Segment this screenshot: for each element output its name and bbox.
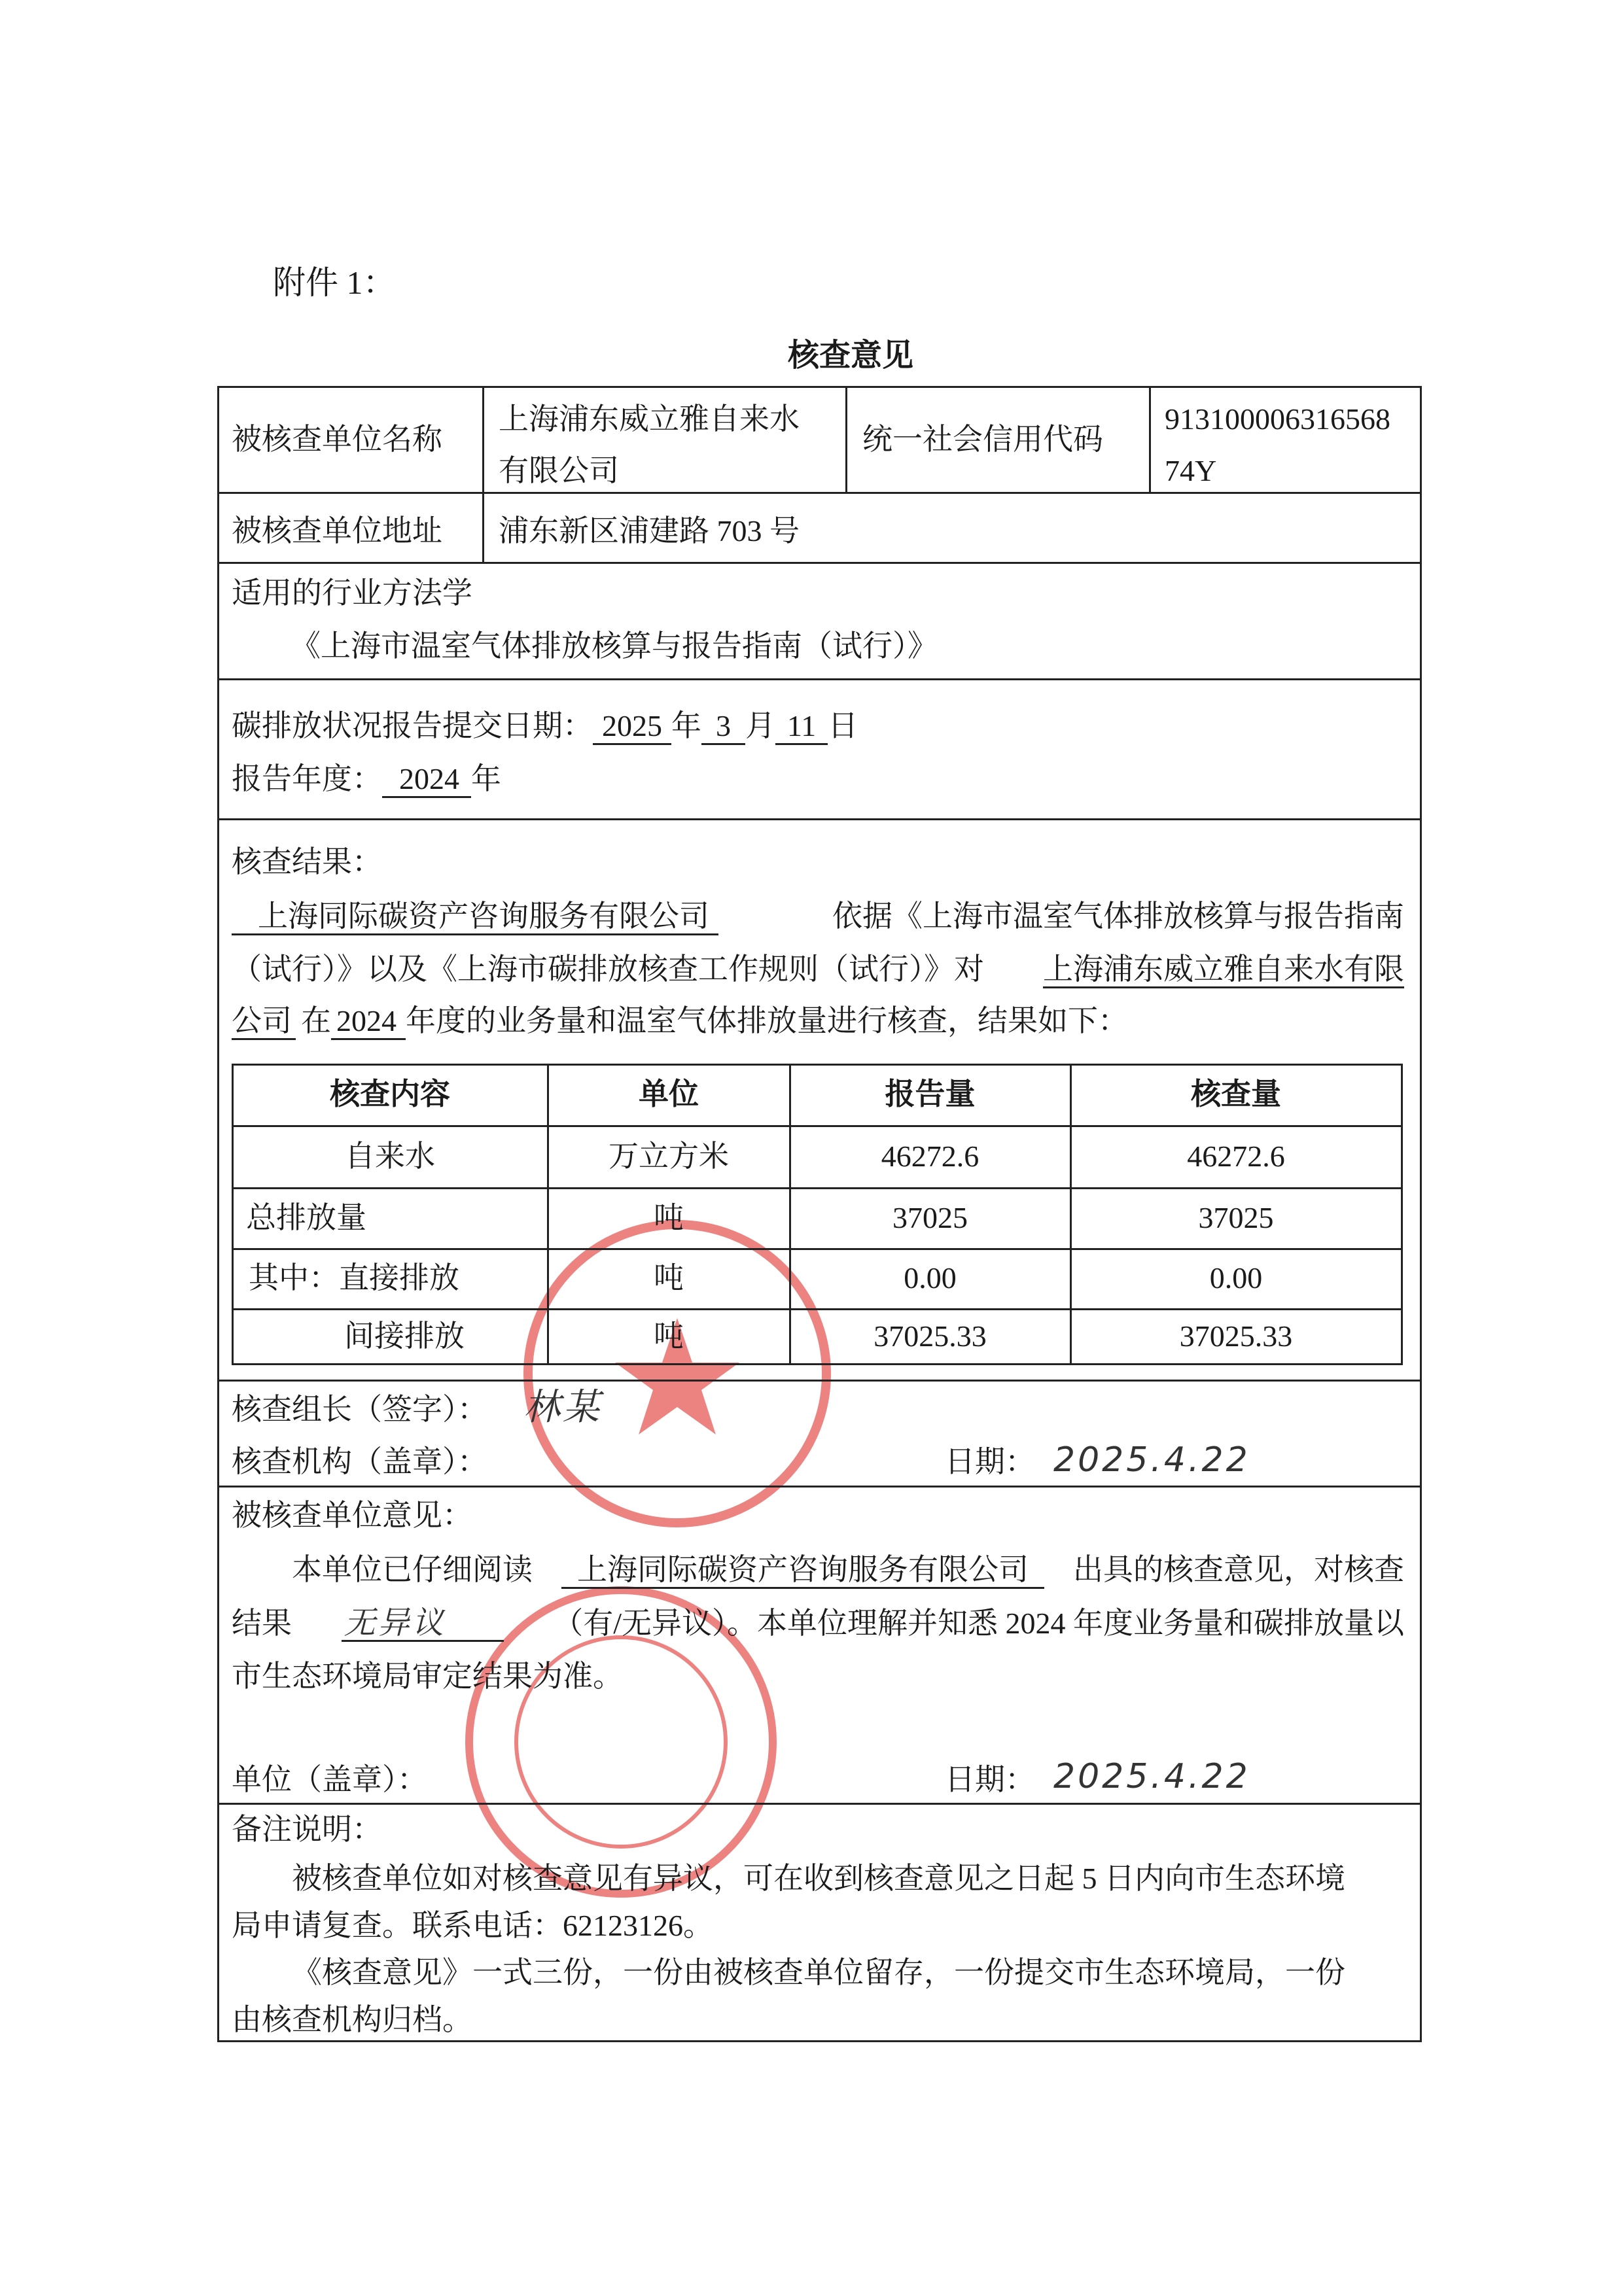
result-para-line1 (232, 896, 1404, 937)
agency-name: 上海同际碳资产咨询服务有限公司 (232, 899, 718, 935)
row-reported: 0.00 (904, 1261, 957, 1295)
result-year: 2024 (331, 1004, 406, 1040)
row-unit: 万立方米 (609, 1139, 729, 1173)
agency-date-value: 2025.4.22 (1053, 1440, 1250, 1480)
col-header-unit: 单位 (639, 1077, 699, 1111)
col-header-reported: 报告量 (885, 1077, 976, 1111)
credit-code-label: 统一社会信用代码 (862, 423, 1103, 456)
notes-line4: 由核查机构归档。 (232, 2003, 472, 2036)
unit-address-value: 浦东新区浦建路 703 号 (499, 514, 800, 548)
unit-date-label: 日期： (945, 1763, 1035, 1796)
report-year-unit: 年 (471, 762, 501, 795)
unit-stamp-label: 单位（盖章）： (232, 1763, 427, 1796)
report-year: 2024 (382, 762, 471, 798)
row-reported: 46272.6 (881, 1139, 980, 1173)
credit-code-value-line2: 74Y (1165, 454, 1217, 487)
result-label: 核查结果： (232, 845, 382, 878)
handwritten-choice: 无异议 (342, 1606, 504, 1642)
unit-opinion-line3: 市生态环境局审定结果为准。 (232, 1660, 623, 1693)
leader-signature-label: 核查组长（签字）： (232, 1393, 487, 1426)
row-reported: 37025.33 (874, 1319, 987, 1353)
submit-date-label: 碳排放状况报告提交日期： (232, 709, 593, 742)
company-name: 上海浦东威立雅自来水有限 (1043, 952, 1404, 988)
result-para-line3 (232, 1000, 1128, 1042)
row-content: 总排放量 (246, 1201, 366, 1234)
notes-line3: 《核查意见》一式三份，一份由被核查单位留存，一份提交市生态环境局，一份 (292, 1956, 1345, 1989)
unit-name-value-line1: 上海浦东威立雅自来水 (499, 402, 800, 436)
opinion-text: 本单位已仔细阅读 (292, 1553, 533, 1586)
unit-opinion-line2 (232, 1603, 1404, 1644)
row-verified: 46272.6 (1187, 1139, 1285, 1173)
row-unit: 吨 (654, 1201, 684, 1234)
submit-month: 3 (701, 709, 745, 745)
result-text: （试行）》以及《上海市碳排放核查工作规则（试行）》对 (232, 952, 984, 986)
opinion-text: 出具的核查意见，对核查 (1073, 1553, 1404, 1586)
result-para-line2 (232, 948, 1404, 990)
row-content: 自来水 (345, 1139, 435, 1173)
submit-year: 2025 (593, 709, 671, 745)
row-unit: 吨 (654, 1319, 684, 1353)
company-name-cont: 公司 (232, 1004, 296, 1040)
row-verified: 37025.33 (1179, 1319, 1293, 1353)
opinion-text: 结果 (232, 1607, 292, 1640)
row-reported: 37025 (892, 1201, 968, 1234)
col-header-content: 核查内容 (330, 1077, 450, 1111)
unit-address-label: 被核查单位地址 (232, 514, 442, 548)
report-year-line (232, 758, 501, 800)
agency-stamp-label: 核查机构（盖章）： (232, 1445, 487, 1478)
methodology-value: 《上海市温室气体排放核算与报告指南（试行）》 (291, 629, 938, 663)
year-unit: 年 (671, 709, 701, 742)
col-header-verified: 核查量 (1191, 1077, 1281, 1111)
row-content: 其中：直接排放 (249, 1261, 459, 1295)
credit-code-value-line1: 913100006316568 (1165, 402, 1390, 436)
notes-label: 备注说明： (232, 1813, 382, 1846)
unit-name-value-line2: 有限公司 (499, 454, 619, 487)
result-text: 在 (301, 1004, 331, 1037)
submit-date-line (232, 705, 858, 747)
leader-signature: 林某 (523, 1386, 602, 1429)
unit-opinion-label: 被核查单位意见： (232, 1499, 472, 1532)
notes-line1: 被核查单位如对核查意见有异议，可在收到核查意见之日起 5 日内向市生态环境 (292, 1862, 1345, 1895)
unit-opinion-line1 (232, 1549, 1404, 1591)
result-text: 依据《上海市温室气体排放核算与报告指南 (832, 899, 1404, 933)
unit-date-value: 2025.4.22 (1053, 1757, 1250, 1796)
attachment-label: 附件 1： (273, 264, 396, 301)
row-verified: 0.00 (1209, 1261, 1263, 1295)
opinion-text: （有/无异议）。本单位理解并知悉 2024 年度业务量和碳排放量以 (553, 1607, 1404, 1640)
row-content: 间接排放 (344, 1319, 465, 1353)
unit-name-label: 被核查单位名称 (232, 423, 442, 456)
report-year-label: 报告年度： (232, 762, 382, 795)
row-verified: 37025 (1198, 1201, 1274, 1234)
page-title: 核查意见 (787, 338, 913, 373)
agency-name: 上海同际碳资产咨询服务有限公司 (561, 1553, 1044, 1589)
result-text: 年度的业务量和温室气体排放量进行核查，结果如下： (406, 1004, 1128, 1037)
methodology-label: 适用的行业方法学 (232, 576, 472, 610)
submit-day: 11 (775, 709, 828, 745)
day-unit: 日 (828, 709, 858, 742)
month-unit: 月 (745, 709, 775, 742)
row-unit: 吨 (654, 1261, 684, 1295)
notes-line2: 局申请复查。联系电话：62123126。 (232, 1909, 713, 1942)
agency-date-label: 日期： (945, 1445, 1035, 1478)
